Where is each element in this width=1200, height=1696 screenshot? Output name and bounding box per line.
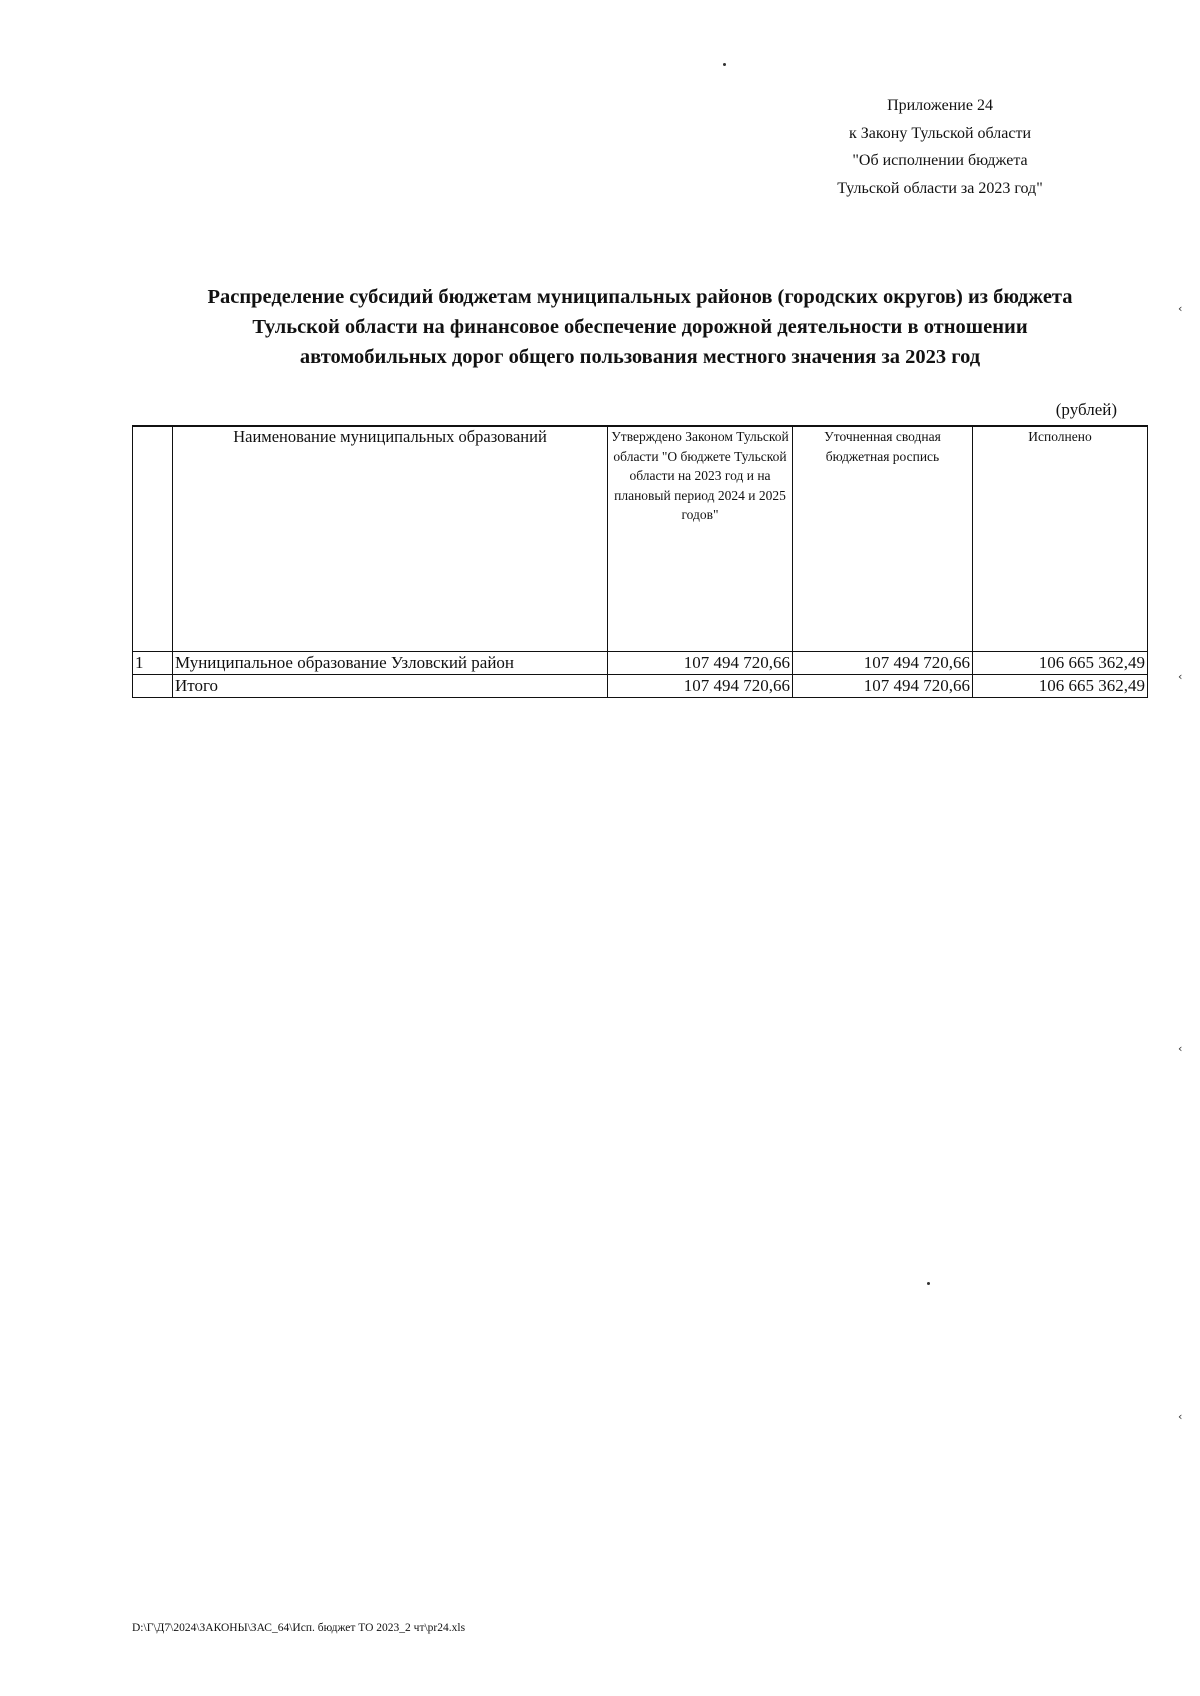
total-label: Итого	[173, 674, 608, 697]
footer-file-path: D:\Г\Д7\2024\ЗАКОНЫ\ЗАС_64\Исп. бюджет ТО 2023_2 чт\pr24.xls	[132, 1622, 466, 1634]
edge-mark: ‹	[1178, 1410, 1183, 1423]
scan-speck	[927, 1282, 930, 1285]
title-line-2: Тульской области на финансовое обеспечение дорожной деятельности в отношении	[252, 316, 1028, 338]
table-header-row	[133, 426, 1148, 651]
title-line-3: автомобильных дорог общего пользования местного значения за 2023 год	[299, 346, 981, 368]
row-approved: 107 494 720,66	[608, 651, 793, 674]
appendix-line-1: Приложение 24	[887, 97, 993, 114]
edge-mark: ‹	[1178, 1042, 1183, 1055]
title-line-1: Распределение субсидий бюджетам муниципальных районов (городских округов) из бюджета	[207, 286, 1073, 308]
header-index-cell	[133, 426, 173, 651]
header-approved: Утверждено Законом Тульской области "О бюджете Тульской области на 2023 год и на плановый период 2024 и 2025 годов"	[608, 426, 793, 651]
edge-mark: ‹	[1178, 670, 1183, 683]
header-executed: Исполнено	[973, 426, 1148, 651]
unit-label: (рублей)	[1055, 400, 1117, 419]
appendix-line-4: Тульской области за 2023 год"	[837, 179, 1043, 197]
header-refined: Уточненная сводная бюджетная роспись	[793, 426, 973, 651]
scan-speck	[723, 63, 726, 66]
budget-table	[132, 425, 1148, 698]
appendix-line-2: к Закону Тульской области	[848, 124, 1032, 142]
appendix-note	[720, 92, 1160, 202]
header-name: Наименование муниципальных образований	[173, 426, 608, 651]
appendix-line-3: "Об исполнении бюджета	[852, 152, 1028, 169]
edge-mark: ‹	[1178, 302, 1183, 315]
document-title	[145, 282, 1135, 372]
total-row	[133, 674, 1148, 697]
total-executed: 106 665 362,49	[973, 674, 1148, 697]
total-refined: 107 494 720,66	[793, 674, 973, 697]
total-approved: 107 494 720,66	[608, 674, 793, 697]
row-executed: 106 665 362,49	[973, 651, 1148, 674]
row-name: Муниципальное образование Узловский район	[173, 651, 608, 674]
table-row	[133, 651, 1148, 674]
total-index-cell	[133, 674, 173, 697]
row-refined: 107 494 720,66	[793, 651, 973, 674]
row-index: 1	[133, 651, 173, 674]
